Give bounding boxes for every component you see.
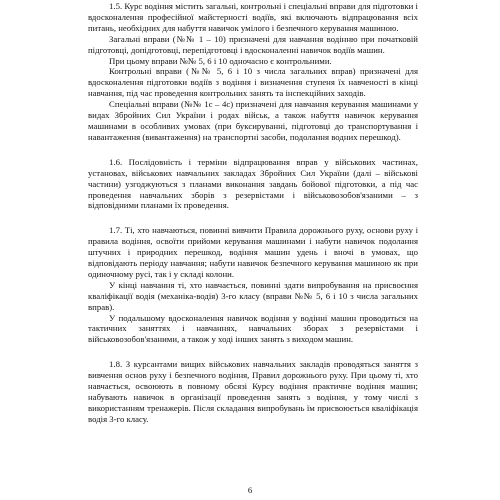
paragraph-1-8: 1.8. З курсантами вищих військових навчальних закладів проводяться заняття з вивчення основ руху і безпечного водіння, Правил дорожнього руху. При цьому ті, хто навчається, освоюють в повному обсязі Курсу водіння практичне водіння машин; набувають навичок в організації проведення занять з водіння, у тому числі з використанням тренажерів. Після складання випробувань їм присвоюється кваліфікація водія 3-го класу.	[88, 359, 418, 424]
paragraph-1-6: 1.6. Послідовність і терміни відпрацювання вправ у військових частинах, установах, військових навчальних закладах Збройних Сил України (далі – військові частини) узгоджуються з планами виконання завдань бойової підготовки, а під час проведення навчальних зборів з резервістами і військовозобов'язаними – з відповідними планами їх проведення.	[88, 156, 418, 211]
paragraph-control-note: При цьому вправи №№ 5, 6 і 10 одночасно є контрольними.	[109, 55, 332, 66]
paragraph-final-test: У кінці навчання ті, хто навчається, повинні здати випробування на присвоєння кваліфікації водія (механіка-водія) 3-го класу (вправи №№ 5, 6 і 10 з числа загальних вправ).	[88, 279, 418, 312]
page-number: 6	[247, 485, 253, 495]
paragraph-1-7: 1.7. Ті, хто навчаються, повинні вивчити Правила дорожнього руху, основи руху і правила водіння, освоїти прийоми керування машинами і набути навичок подолання штучних і природних перешкод, водіння машин удень і вночі в умовах, що відповідають періоду навчання; набути навичок безпечного керування машиною як при одиночному русі, так і у складі колони.	[88, 225, 418, 279]
paragraph-further-training: У подальшому вдосконалення навичок водіння у водінні машин проводиться на тактичних заняттях і навчаннях, навчальних зборах з резервістами і військовозобов'язаними, а також у ході інших занять з виходом машин.	[88, 312, 418, 345]
body-text	[88, 1, 418, 425]
paragraph-special-exercises: Спеціальні вправи (№№ 1с – 4с) призначені для навчання керування машинами у видах Збройних Сил України і родах військ, а також набуття навичок керування машинами в особливих умовах (при буксируванні, підготовці до транспортування і навантаження (вивантаження) на транспортні засоби, подолання водних перешкод).	[88, 99, 418, 142]
paragraph-general-exercises: Загальні вправи (№№ 1 – 10) призначені для навчання водінню при початковій підготовці, допідготовці, перепідготовці і вдосконаленні навичок водіїв машин.	[88, 33, 418, 55]
paragraph-1-5: 1.5. Курс водіння містить загальні, контрольні і спеціальні вправи для підготовки і вдосконалення професійної майстерності водіїв, які включають відпрацювання всіх питань, необхідних для набуття навичок умілого і безпечного керування машиною.	[88, 1, 418, 33]
paragraph-control-exercises: Контрольні вправи (№№ 5, 6 і 10 з числа загальних вправ) призначені для вдосконалення підготовки водіїв з водіння і визначення ступеня їх навченості в кінці навчання, під час проведення контрольних занять та інспекційних заходів.	[88, 66, 418, 99]
